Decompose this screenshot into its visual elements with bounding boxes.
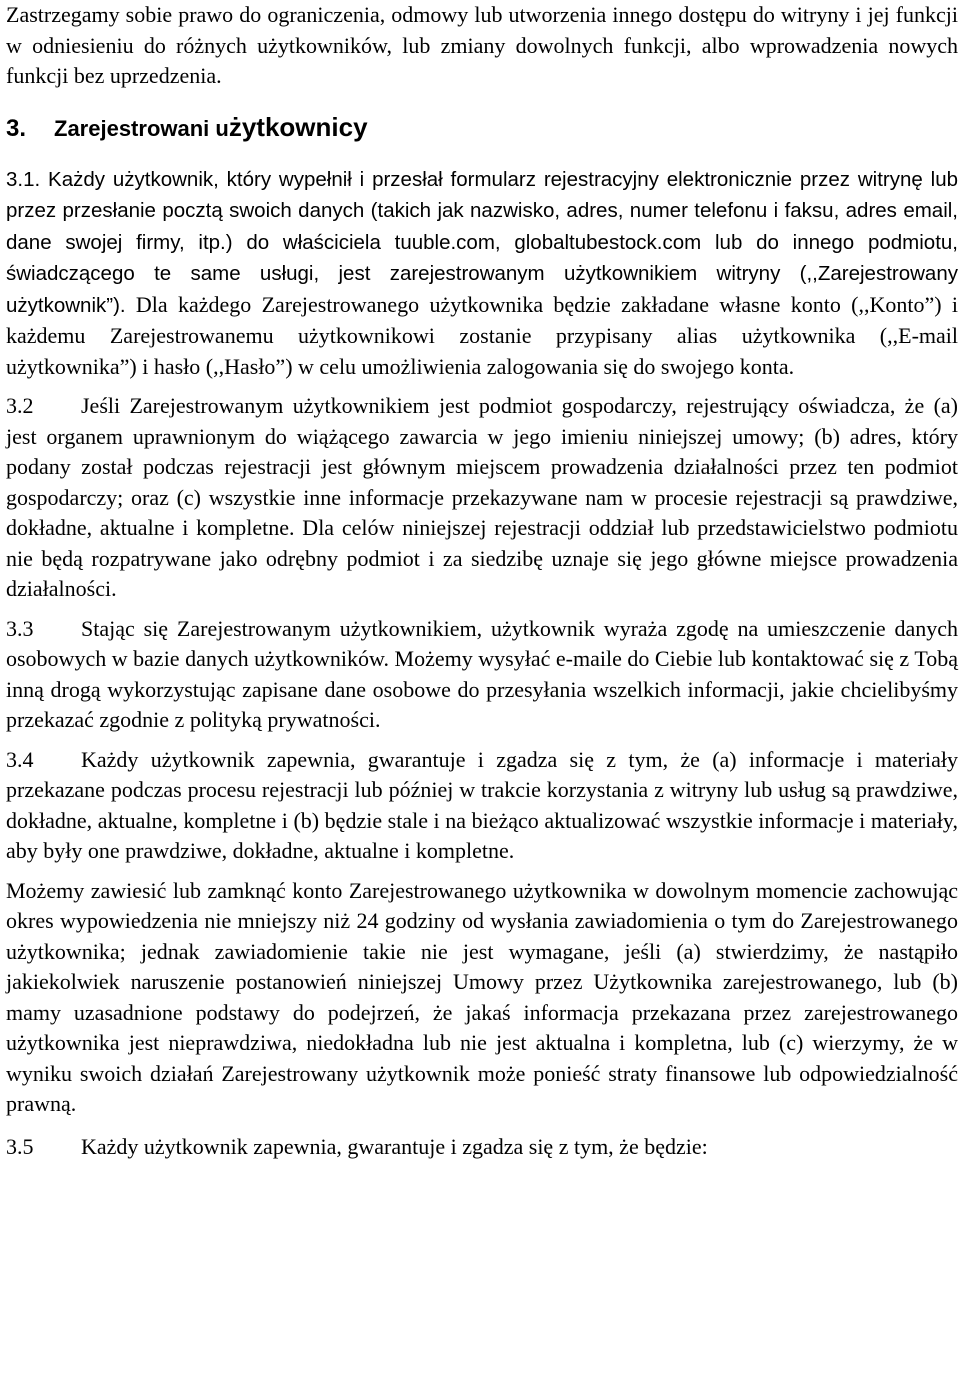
- paragraph-3-4: [6, 745, 958, 867]
- paragraph-3-1-number: 3.1.: [6, 167, 41, 191]
- paragraph-3-5-number: 3.5: [6, 1133, 34, 1159]
- paragraph-3-5: [6, 1132, 958, 1163]
- document-page: [6, 0, 958, 1162]
- paragraph-3-1: [6, 164, 958, 383]
- paragraph-3-2: [6, 391, 958, 605]
- paragraph-3-4-text: Każdy użytkownik zapewnia, gwarantuje i zgadza się z tym, że (a) informacje i materiały przekazane podczas procesu rejestracji lub później w trakcie korzystania z witryny lub usług są prawdziwe, dokładne, aktualne, kompletne i (b) będzie stale i na bieżąco aktualizować wszystkie informacje i materiały, aby były one prawdziwe, dokładne, aktualne i kompletne.: [6, 746, 958, 863]
- paragraph-3-3: [6, 614, 958, 736]
- paragraph-3-5-text: Każdy użytkownik zapewnia, gwarantuje i zgadza się z tym, że będzie:: [81, 1133, 708, 1159]
- section-title-part1: Zarejestrowani u: [54, 115, 229, 141]
- paragraph-3-2-text: Jeśli Zarejestrowanym użytkownikiem jest podmiot gospodarczy, rejestrujący oświadcza, że (a) jest organem uprawnionym do wiążącego zawarcia w jego imieniu niniejszej umowy; (b) adres, który podany został podczas rejestracji jest głównym miejscem prowadzenia działalności przez ten podmiot gospodarczy; oraz (c) wszystkie inne informacje przekazywane nam w procesie rejestracji są prawdziwe, dokładne, aktualne i kompletne. Dla celów niniejszej rejestracji oddział lub przedstawicielstwo podmiotu nie będą rozpatrywane jako odrębny podmiot i za siedzibę uznaje się jego główne miejsce prowadzenia działalności.: [6, 393, 958, 601]
- paragraph-3-1-text: Każdy użytkownik, który wypełnił i przesłał formularz rejestracyjny elektronicznie przez witrynę lub przez przesłanie pocztą swoich danych (takich jak nazwisko, adres, numer telefonu i faksu, adres email, dane swojej firmy, itp.) do właściciela tuuble.com, globaltubestock.com lub do innego podmiotu, świadczącego te same usługi, jest zarejestrowanym użytkownikiem witryny (,,Zarejestrowany użytkownik”).: [6, 167, 958, 317]
- paragraph-3-3-text: Stając się Zarejestrowanym użytkownikiem, użytkownik wyraża zgodę na umieszczenie danych osobowych w bazie danych użytkowników. Możemy wysyłać e-maile do Ciebie lub kontaktować się z Tobą inną drogą wykorzystując zapisane dane osobowe do przesyłania wszelkich informacji, jakie chcielibyśmy przekazać zgodnie z polityką prywatności.: [6, 615, 958, 732]
- suspension-paragraph: Możemy zawiesić lub zamknąć konto Zarejestrowanego użytkownika w dowolnym momencie zachowując okres wypowiedzenia nie mniejszy niż 24 godziny od wysłania zawiadomienia o tym do Zarejestrowanego użytkownika; jednak zawiadomienie takie nie jest wymagane, jeśli (a) stwierdzimy, że nastąpiło jakiekolwiek naruszenie postanowień niniejszej Umowy przez Użytkownika zarejestrowanego, lub (b) mamy uzasadnione podstawy do podejrzeń, że jakaś informacja przekazana przez zarejestrowanego użytkownika jest nieprawdziwa, niedokładna lub nie jest aktualna i kompletna, lub (c) wierzymy, że w wyniku swoich działań Zarejestrowany użytkownik może ponieść straty finansowe lub odpowiedzialność prawną.: [6, 877, 958, 1116]
- section-heading: [6, 112, 958, 144]
- paragraph-3-2-number: 3.2: [6, 393, 34, 418]
- section-number: 3.: [6, 114, 27, 142]
- paragraph-3-3-number: 3.3: [6, 615, 34, 641]
- section-title-part2: żytkownicy: [228, 111, 368, 142]
- intro-paragraph: Zastrzegamy sobie prawo do ograniczenia, odmowy lub utworzenia innego dostępu do witryny i jej funkcji w odniesieniu do różnych użytkowników, lub zmiany dowolnych funkcji, albo wprowadzenia nowych funkcji bez uprzedzenia.: [6, 2, 958, 88]
- paragraph-3-1-text-cont: Dla każdego Zarejestrowanego użytkownika będzie zakładane własne konto (,,Konto”) i każdemu Zarejestrowanemu użytkownikowi zostanie przypisany alias użytkownika (,,E-mail użytkownika”) i hasło (,,Hasło”) w celu umożliwienia zalogowania się do swojego konta.: [6, 291, 958, 379]
- paragraph-3-4-number: 3.4: [6, 746, 34, 772]
